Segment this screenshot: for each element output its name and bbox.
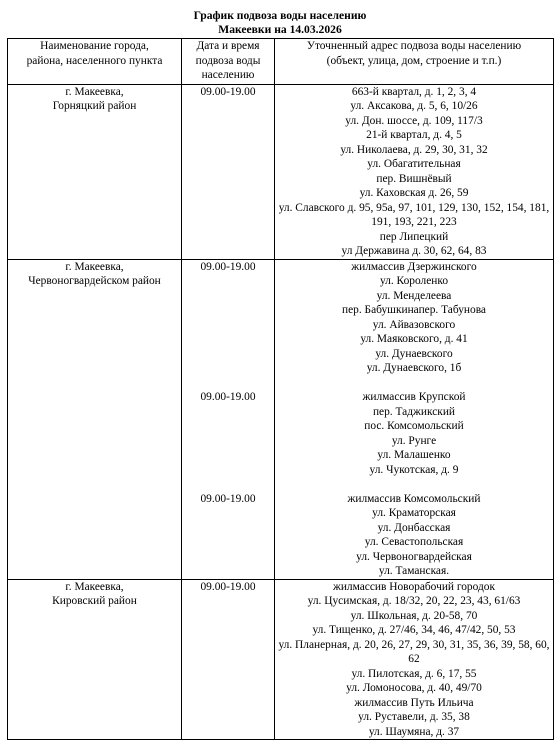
address-item: ул. Севастопольская — [364, 536, 464, 548]
table-body — [8, 84, 554, 740]
table-row — [8, 84, 554, 259]
address-item: жилмассив Крупской — [362, 391, 466, 403]
address-cell — [275, 579, 554, 740]
address-item: ул. Николаева, д. 29, 30, 31, 32 — [340, 143, 488, 156]
address-item: пер. Таджикский — [372, 405, 456, 418]
address-list — [277, 260, 551, 376]
table-row — [8, 259, 554, 579]
address-item: ул. Дунаевского, 1б — [366, 362, 462, 374]
address-item: ул. Обагатительная — [367, 158, 461, 170]
address-item: ул. Дон. шоссе, д. 109, 117/3 — [345, 114, 483, 127]
city-name: г. Макеевка, — [65, 85, 124, 98]
datetime-cell — [182, 84, 275, 259]
delivery-time: 09.00-19.00 — [200, 85, 256, 98]
city-name: г. Макеевка, — [65, 580, 124, 593]
address-item: ул. Славского д. 95, 95а, 97, 101, 129, 130, 152, 154, 181, 191, 193, 221, 223 — [278, 201, 550, 228]
address-item: ул. Чукотская, д. 9 — [369, 463, 459, 476]
address-item: ул. Пилотская, д. 6, 17, 55 — [351, 667, 477, 680]
address-item: ул. Донбасская — [377, 521, 451, 534]
address-item: ул. Тищенко, д. 27/46, 34, 46, 47/42, 50, 53 — [312, 624, 516, 636]
address-item: ул. Малашенко — [377, 449, 451, 461]
water-delivery-table — [7, 38, 554, 740]
document-title — [0, 9, 560, 37]
address-item: ул. Руставели, д. 35, 38 — [358, 711, 470, 723]
address-list — [277, 492, 551, 579]
city-name: г. Макеевка, — [65, 260, 124, 273]
address-item: ул. Цусимская, д. 18/32, 20, 22, 23, 43, 61/63 — [307, 595, 521, 607]
delivery-time: 09.00-19.00 — [200, 260, 256, 273]
address-cell — [275, 259, 554, 579]
title-line-2: Макеевки на 14.03.2026 — [218, 23, 342, 36]
address-item: жилмассив Новорабочий городок — [332, 580, 496, 593]
header-locality: Наименование города, района, населенного пункта — [8, 39, 182, 85]
address-item: ул. Шаумяна, д. 37 — [368, 725, 460, 738]
address-item: ул. Рунге — [391, 434, 437, 447]
address-item: жилмассив Дзержинского — [351, 260, 477, 273]
address-item: ул. Краматорская — [372, 507, 456, 519]
address-item: ул. Маяковского, д. 41 — [360, 333, 468, 345]
address-item: пер Липецкий — [379, 230, 449, 243]
address-item: пер. Бабушкинапер. Табунова — [341, 304, 486, 316]
address-item: ул. Короленко — [379, 275, 449, 287]
locality-cell — [8, 259, 182, 579]
title-line-1: График подвоза воды населению — [193, 9, 367, 22]
locality-cell — [8, 84, 182, 259]
address-item: ул. Планерная, д. 20, 26, 27, 29, 30, 31, 35, 36, 39, 58, 60, 62 — [278, 638, 550, 665]
address-item: ул. Червоногвардейская — [356, 550, 472, 563]
address-item: 21-й квартал, д. 4, 5 — [366, 129, 462, 141]
address-item: ул. Айвазовского — [372, 318, 456, 331]
table-row — [8, 579, 554, 740]
district-name: Червоногвардейском район — [28, 275, 161, 287]
district-name: Кировский район — [52, 595, 137, 607]
address-item: ул. Аксакова, д. 5, 6, 10/26 — [350, 100, 478, 112]
datetime-cell — [182, 579, 275, 740]
datetime-cell — [182, 259, 275, 579]
address-item: ул Державина д. 30, 62, 64, 83 — [341, 245, 487, 257]
address-item: ул. Таманская. — [378, 565, 450, 577]
address-item: жилмассив Комсомольский — [347, 492, 481, 505]
header-datetime: Дата и время подвоза воды населению — [182, 39, 275, 85]
address-list — [277, 390, 551, 477]
address-item: ул. Каховская д. 26, 59 — [359, 187, 469, 199]
district-name: Горняцкий район — [52, 100, 137, 112]
address-item: пер. Вишнёвый — [376, 172, 452, 185]
address-item: пос. Комсомольский — [364, 420, 464, 432]
address-list — [277, 85, 551, 259]
header-address: Уточненный адрес подвоза воды населению (объект, улица, дом, строение и т.п.) — [275, 39, 554, 85]
locality-cell — [8, 579, 182, 740]
address-item: ул. Школьная, д. 20-58, 70 — [350, 609, 478, 622]
table-header-row — [8, 39, 554, 85]
address-item: ул. Ломоносова, д. 40, 49/70 — [346, 682, 482, 694]
address-item: ул. Менделеева — [376, 289, 452, 302]
delivery-time: 09.00-19.00 — [200, 580, 256, 593]
address-item: жилмассив Путь Ильича — [354, 696, 474, 709]
address-item: 663-й квартал, д. 1, 2, 3, 4 — [351, 85, 477, 98]
address-cell — [275, 84, 554, 259]
delivery-time: 09.00-19.00 — [200, 492, 256, 505]
address-item: ул. Дунаевского — [375, 347, 453, 360]
address-list — [277, 580, 551, 740]
delivery-time: 09.00-19.00 — [200, 391, 256, 403]
